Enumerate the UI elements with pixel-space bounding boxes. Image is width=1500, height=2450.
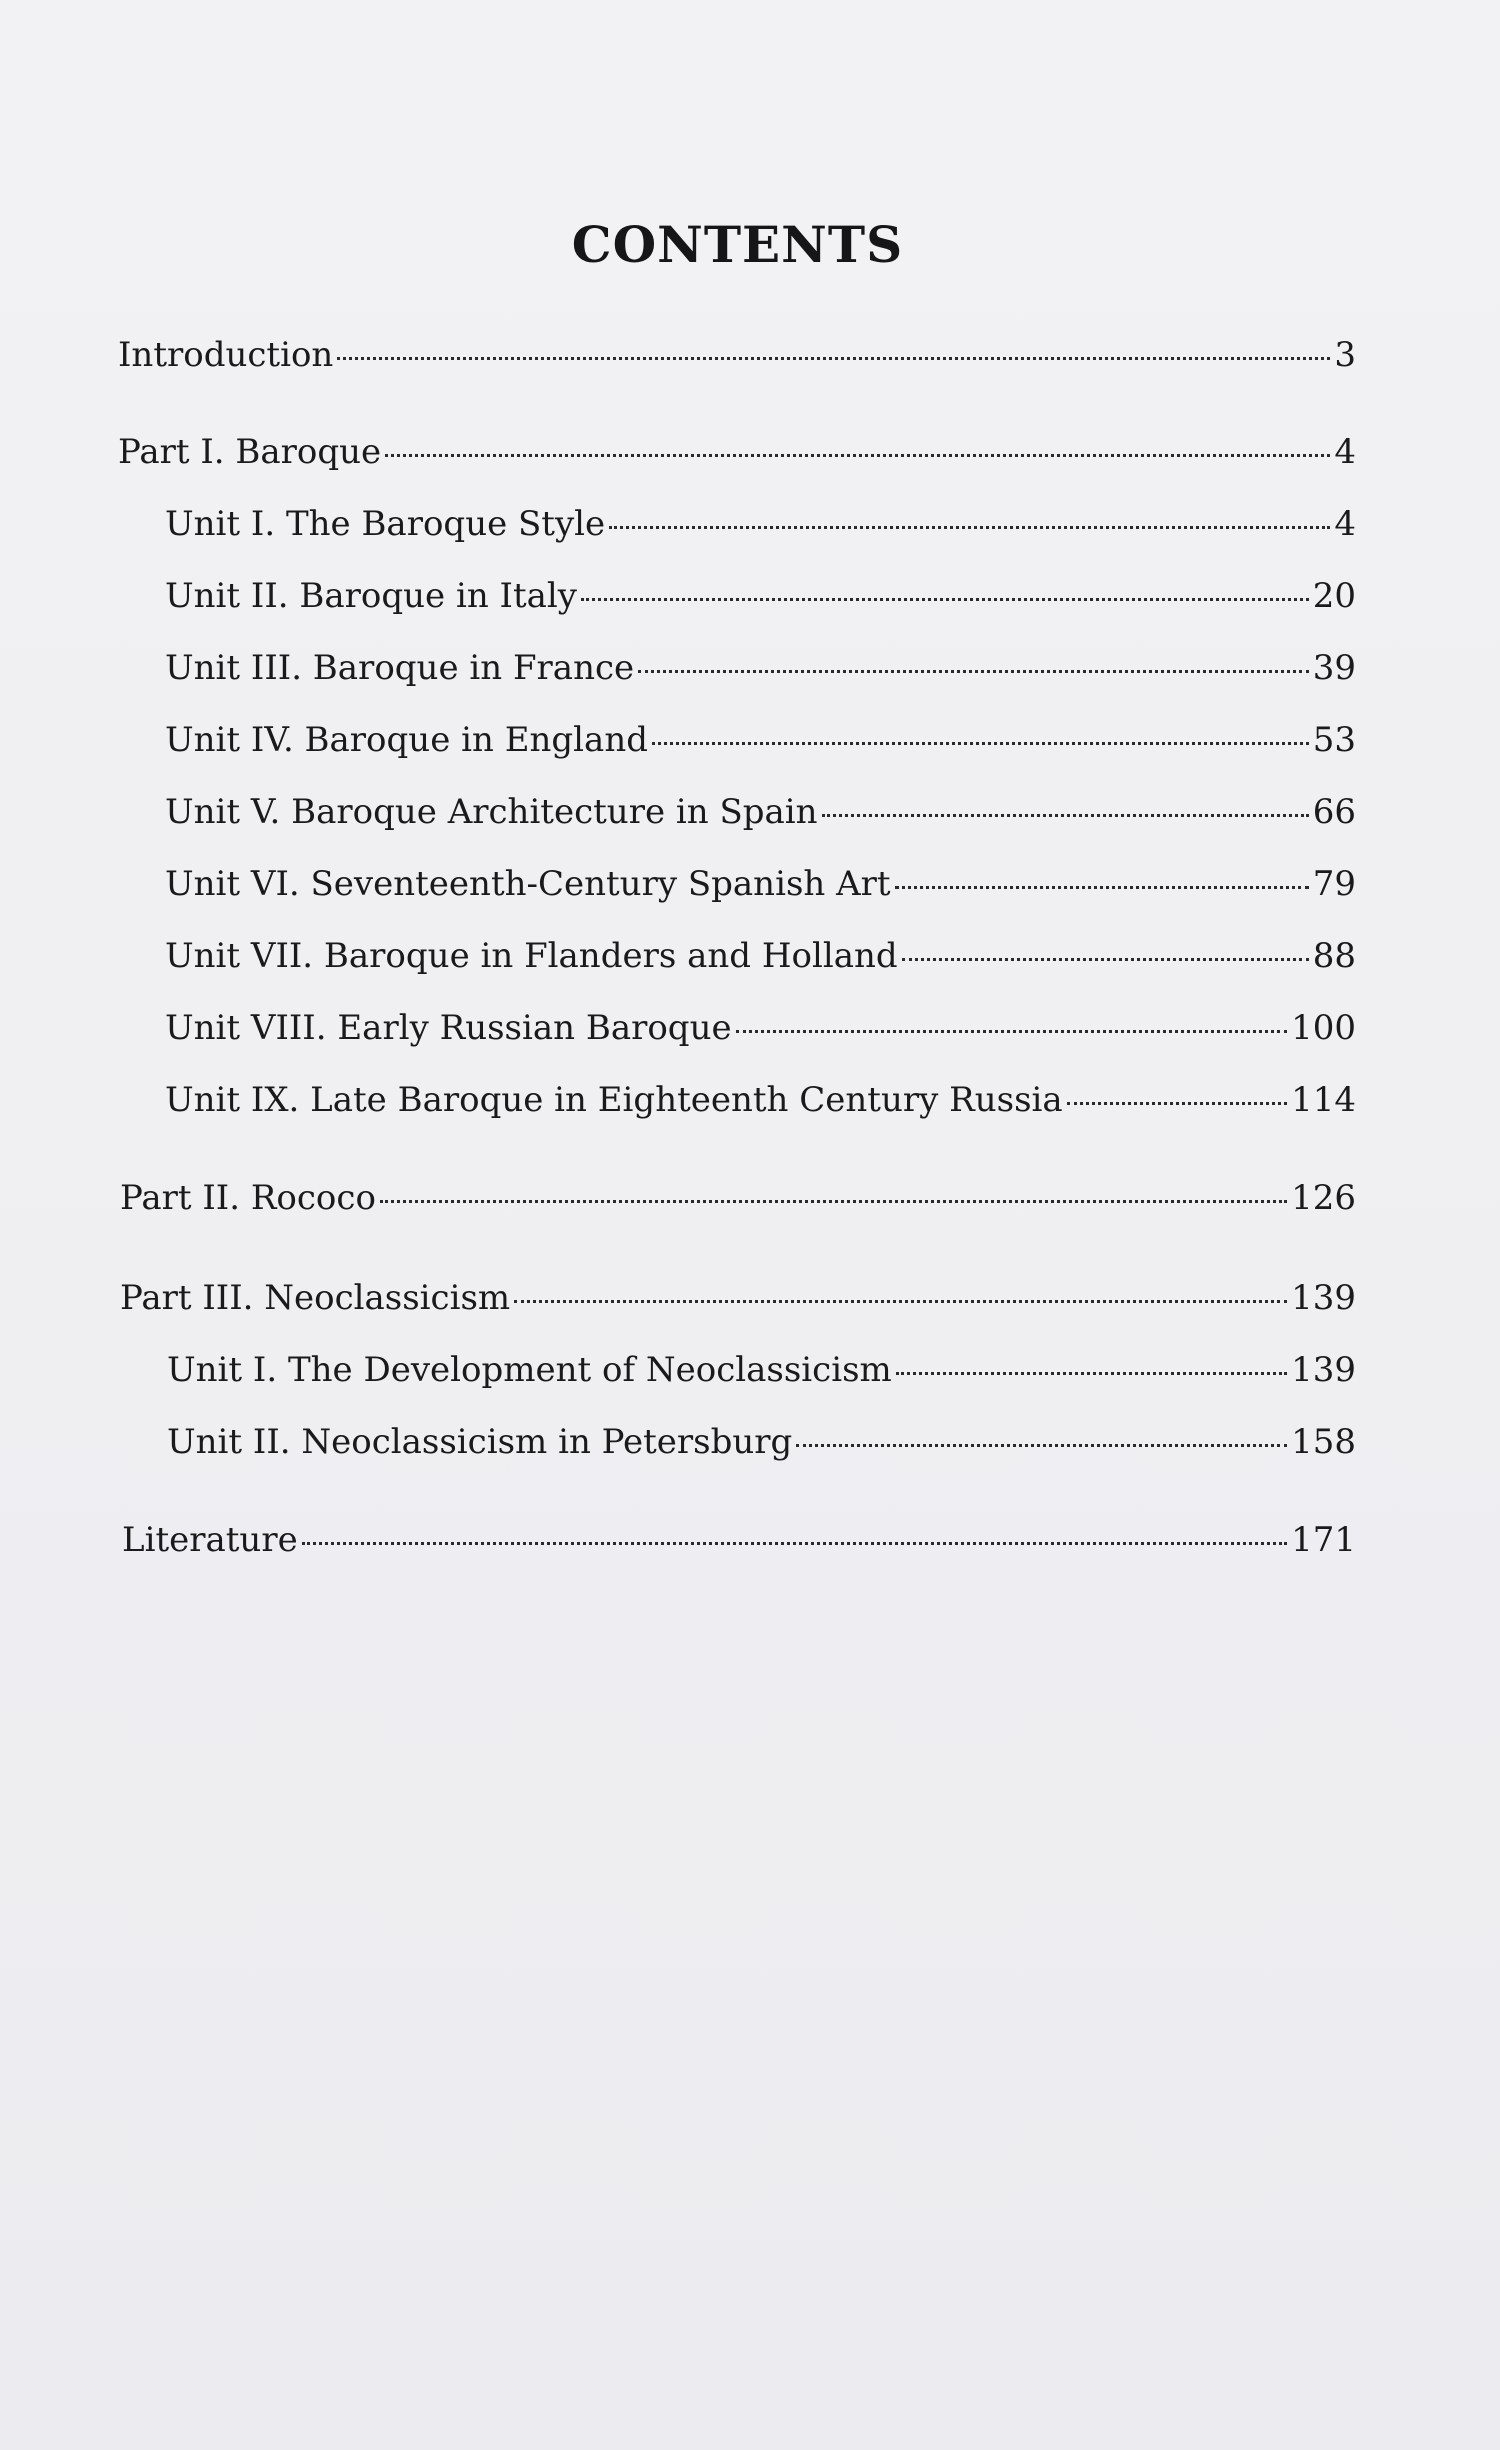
toc-entry-page: 171 (1291, 1520, 1356, 1560)
toc-entry-part-1 (118, 430, 1356, 474)
toc-entry-label: Unit III. Baroque in France (165, 648, 635, 688)
toc-entry-part-1-unit-2 (165, 574, 1356, 618)
toc-entry-label: Unit VII. Baroque in Flanders and Holland (165, 936, 898, 976)
toc-entry-page: 100 (1291, 1008, 1356, 1048)
toc-entry-page: 20 (1312, 576, 1356, 616)
dot-leader (385, 448, 1330, 457)
toc-entry-page: 126 (1291, 1178, 1356, 1218)
toc-entry-part-1-unit-8 (165, 1006, 1356, 1050)
dot-leader (902, 952, 1309, 961)
toc-entry-label: Part I. Baroque (118, 432, 382, 472)
dot-leader (581, 592, 1309, 601)
toc-entry-label: Unit II. Baroque in Italy (165, 576, 577, 616)
dot-leader (1067, 1096, 1287, 1105)
toc-entry-label: Unit V. Baroque Architecture in Spain (165, 792, 818, 832)
toc-entry-introduction (118, 333, 1356, 377)
dot-leader (638, 664, 1309, 673)
toc-entry-label: Part III. Neoclassicism (120, 1278, 511, 1318)
toc-entry-label: Introduction (118, 335, 334, 375)
toc-entry-label: Unit IV. Baroque in England (165, 720, 648, 760)
toc-entry-part-3-unit-2 (167, 1420, 1356, 1464)
toc-entry-part-1-unit-4 (165, 718, 1356, 762)
toc-entry-part-3-unit-1 (167, 1348, 1356, 1392)
toc-entry-label: Part II. Rococo (120, 1178, 376, 1218)
toc-entry-page: 66 (1312, 792, 1356, 832)
toc-entry-label: Unit VI. Seventeenth-Century Spanish Art (165, 864, 891, 904)
toc-entry-part-1-unit-3 (165, 646, 1356, 690)
toc-entry-page: 53 (1312, 720, 1356, 760)
dot-leader (380, 1194, 1287, 1203)
toc-entry-label: Unit II. Neoclassicism in Petersburg (167, 1422, 793, 1462)
dot-leader (337, 351, 1330, 360)
toc-entry-label: Literature (122, 1520, 298, 1560)
toc-entry-part-1-unit-5 (165, 790, 1356, 834)
toc-entry-part-1-unit-1 (165, 502, 1356, 546)
toc-entry-page: 3 (1334, 335, 1356, 375)
toc-entry-label: Unit VIII. Early Russian Baroque (165, 1008, 732, 1048)
toc-entry-page: 139 (1291, 1350, 1356, 1390)
toc-entry-page: 4 (1334, 432, 1356, 472)
dot-leader (609, 520, 1330, 529)
dot-leader (514, 1294, 1287, 1303)
dot-leader (302, 1536, 1287, 1545)
toc-entry-label: Unit I. The Development of Neoclassicism (167, 1350, 892, 1390)
dot-leader (796, 1438, 1287, 1447)
toc-entry-page: 79 (1312, 864, 1356, 904)
toc-entry-page: 114 (1291, 1080, 1356, 1120)
dot-leader (736, 1024, 1287, 1033)
toc-entry-label: Unit I. The Baroque Style (165, 504, 606, 544)
dot-leader (652, 736, 1309, 745)
toc-entry-page: 88 (1312, 936, 1356, 976)
toc-entry-page: 4 (1334, 504, 1356, 544)
toc-entry-page: 139 (1291, 1278, 1356, 1318)
dot-leader (896, 1366, 1287, 1375)
toc-entry-page: 39 (1312, 648, 1356, 688)
toc-entry-part-1-unit-6 (165, 862, 1356, 906)
dot-leader (822, 808, 1309, 817)
toc-entry-part-1-unit-9 (165, 1078, 1356, 1122)
dot-leader (895, 880, 1309, 889)
toc-entry-part-2 (120, 1176, 1356, 1220)
toc-entry-literature (122, 1518, 1356, 1562)
page-title: CONTENTS (571, 215, 904, 274)
toc-entry-part-1-unit-7 (165, 934, 1356, 978)
toc-entry-part-3 (120, 1276, 1356, 1320)
toc-entry-label: Unit IX. Late Baroque in Eighteenth Century Russia (165, 1080, 1063, 1120)
toc-entry-page: 158 (1291, 1422, 1356, 1462)
